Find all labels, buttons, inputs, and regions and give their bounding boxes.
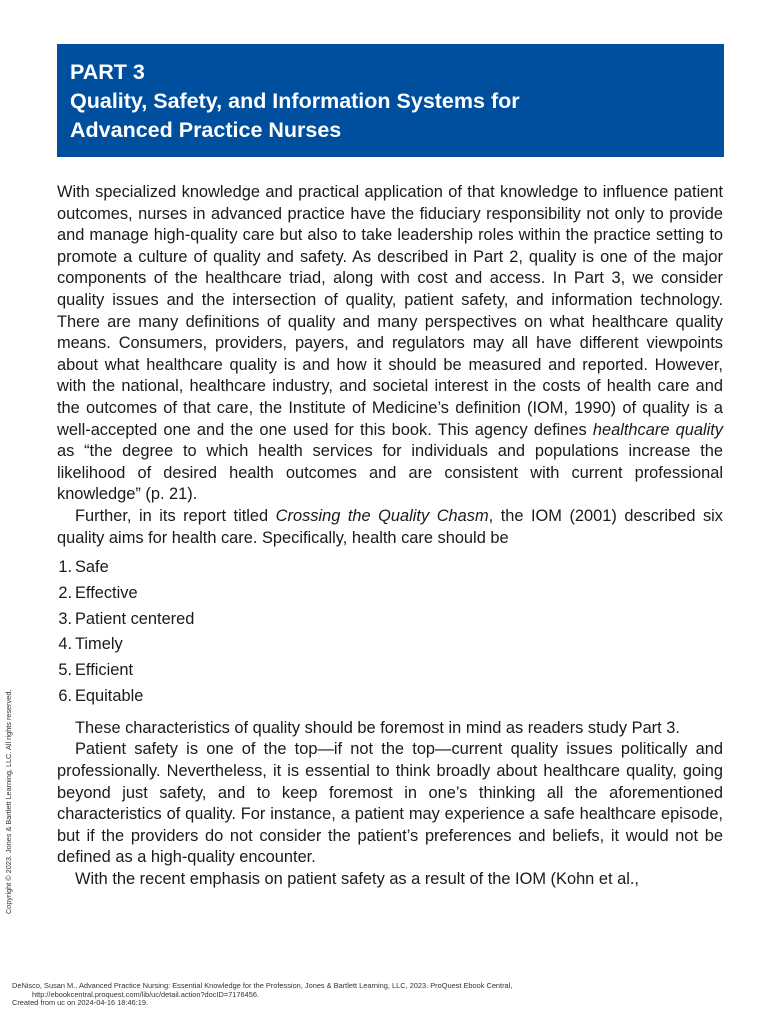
paragraph-1-text-b: as “the degree to which health services for individuals and populations increase the likelihood of desired health outcomes and are consistent with current professional knowledge” (p. 21).	[57, 442, 723, 504]
citation-footer	[12, 982, 752, 1008]
list-item-number: 6.	[58, 687, 72, 706]
list-item-text: Efficient	[75, 661, 134, 680]
paragraph-5: With the recent emphasis on patient safety as a result of the IOM (Kohn et al.,	[75, 870, 639, 889]
paragraph-3: These characteristics of quality should be foremost in mind as readers study Part 3.	[75, 718, 680, 737]
citation-url: http://ebookcentral.proquest.com/lib/uc/detail.action?docID=7176456.	[32, 989, 259, 999]
body-text	[57, 182, 723, 891]
paragraph-2-text-b: , the IOM (2001) described six quality aims for health care. Specifically, health care should be	[57, 506, 723, 547]
list-item	[57, 555, 723, 581]
paragraph-1-text-a: With specialized knowledge and practical application of that knowledge to influence patient outcomes, nurses in advanced practice have the fiduciary responsibility not only to provide and manage high-quality care but also to take leadership roles within the practice setting to promote a culture of quality and safety. As described in Part 2, quality is one of the major components of the healthcare triad, along with cost and access. In Part 3, we consider quality issues and the intersection of quality, patient safety, and information technology. There are many definitions of quality and many perspectives on what healthcare quality means. Consumers, providers, payers, and regulators may all have different viewpoints about what healthcare quality is and how it should be measured and reported. However, with the national, healthcare industry, and societal interest in the costs of health care and the outcomes of that care, the Institute of Medicine’s definition (IOM, 1990) of quality is a well-accepted one and the one used for this book. This agency defines	[57, 183, 723, 439]
list-item-text: Safe	[75, 558, 109, 577]
copyright-notice: Copyright © 2023. Jones & Bartlett Learning, LLC. All rights reserved.	[4, 689, 13, 914]
part-title-line-1: Quality, Safety, and Information Systems for	[70, 89, 520, 113]
list-item-number: 3.	[58, 609, 72, 628]
list-item-text: Patient centered	[75, 609, 195, 628]
list-item	[57, 607, 723, 633]
part-header-banner	[57, 44, 724, 157]
part-title-line-2: Advanced Practice Nurses	[70, 118, 342, 142]
citation-created: Created from uc on 2024-04-16 18:46:19.	[12, 998, 148, 1008]
paragraph-4: Patient safety is one of the top—if not the top—current quality issues politically and professionally. Nevertheless, it is essential to think broadly about healthcare quality, going beyond just safety, and to keep foremost in one’s thinking all the aforementioned characteristics of quality. For instance, a patient may experience a safe healthcare episode, but if the providers do not consider the patient’s preferences and beliefs, it would not be defined as a high-quality encounter.	[57, 740, 723, 867]
list-item	[57, 658, 723, 684]
list-item-number: 5.	[58, 661, 72, 680]
list-item-number: 2.	[58, 583, 72, 602]
citation-line-1: DeNisco, Susan M.. Advanced Practice Nursing: Essential Knowledge for the Profession, Jones & Bartlett Learning, LLC, 2023. ProQuest Ebook Central,	[12, 981, 513, 990]
list-item	[57, 684, 723, 710]
part-number: PART 3	[70, 60, 145, 84]
paragraph-1-emphasis: healthcare quality	[592, 420, 723, 439]
list-item-text: Equitable	[75, 687, 144, 706]
paragraph-2-text-a: Further, in its report titled	[75, 506, 276, 525]
list-item-text: Timely	[75, 635, 123, 654]
paragraph-2	[57, 506, 723, 549]
quality-aims-list	[57, 555, 723, 710]
paragraph-1	[57, 182, 723, 506]
list-item-number: 4.	[58, 635, 72, 654]
list-item-number: 1.	[58, 558, 72, 577]
list-item-text: Effective	[75, 583, 138, 602]
list-item	[57, 632, 723, 658]
paragraph-2-emphasis: Crossing the Quality Chasm	[275, 506, 489, 525]
list-item	[57, 581, 723, 607]
